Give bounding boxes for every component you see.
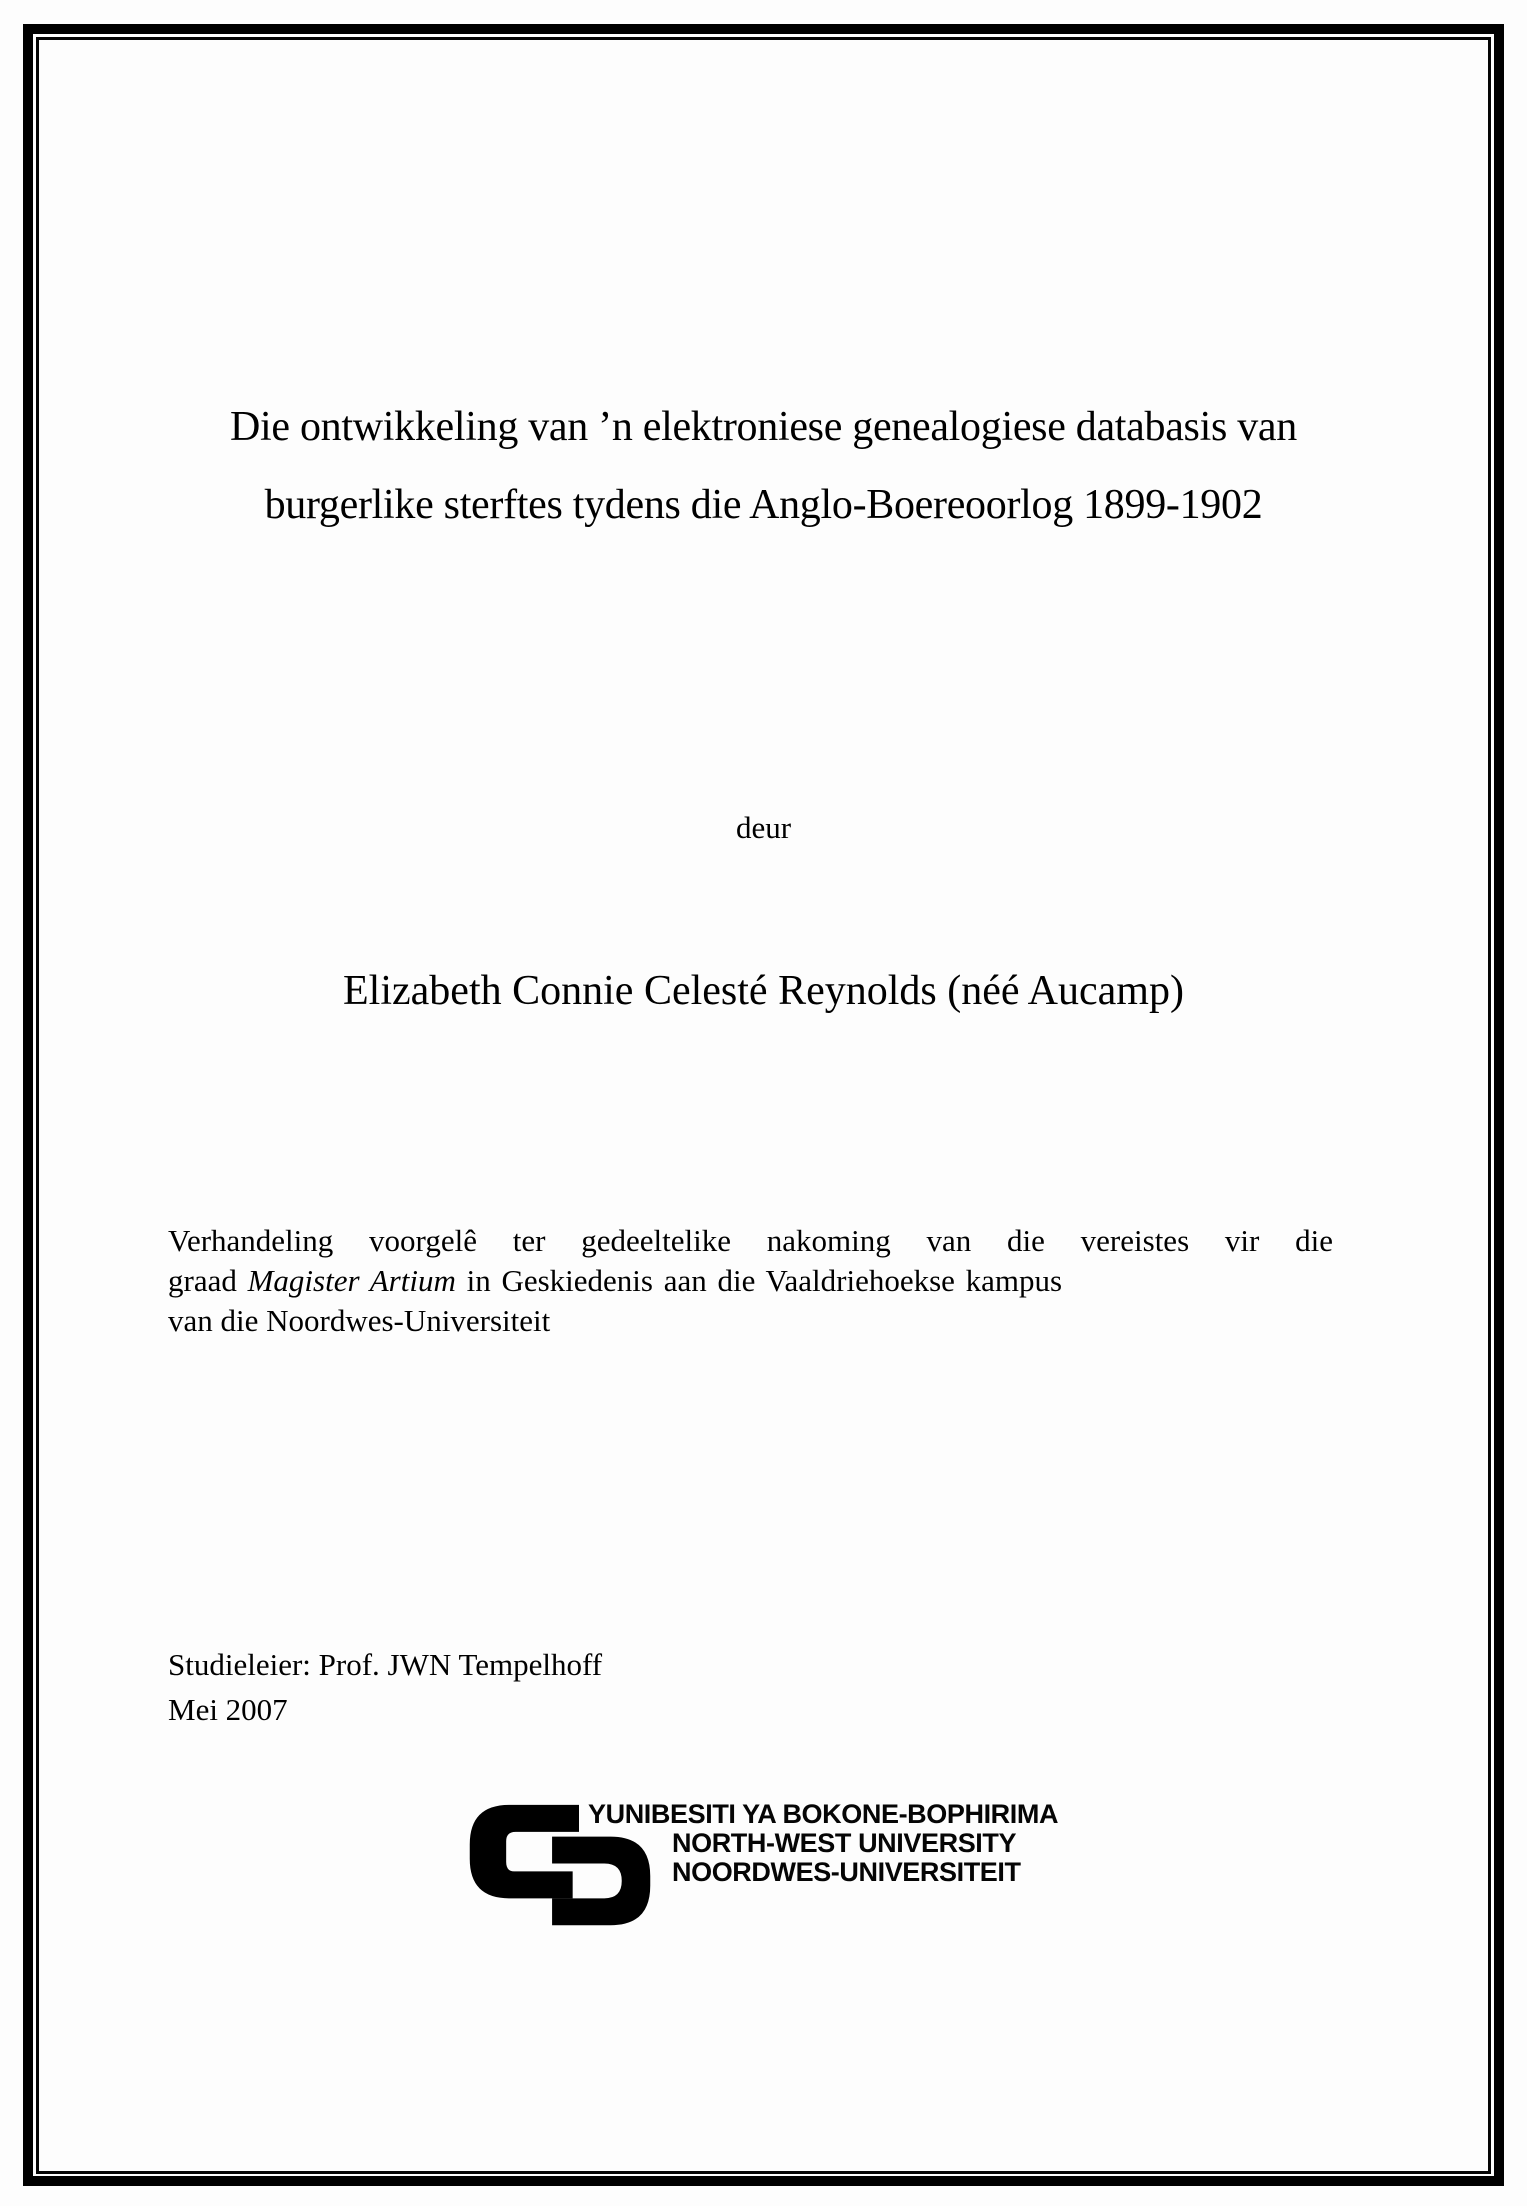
logo-text-setswana: YUNIBESITI YA BOKONE-BOPHIRIMA [588, 1799, 1059, 1829]
byline-label: deur [735, 810, 792, 845]
submission-line1: Verhandeling voorgelê ter gedeeltelike nakoming van die vereistes vir die [168, 1223, 1333, 1258]
submission-line2-post: in Geskiedenis aan die Vaaldriehoekse kampus [455, 1263, 1063, 1298]
supervisor-line: Studieleier: Prof. JWN Tempelhoff [168, 1647, 603, 1682]
university-logo-text [588, 1800, 1148, 1887]
submission-line2 [168, 1261, 1333, 1301]
submission-degree-name: Magister Artium [247, 1263, 456, 1298]
supervisor-block [168, 1642, 1068, 1732]
submission-line3: van die Noordwes-Universiteit [168, 1303, 551, 1338]
submission-statement [168, 1221, 1333, 1341]
thesis-title [97, 388, 1430, 544]
thesis-title-line2: burgerlike sterftes tydens die Anglo-Boereoorlog 1899-1902 [264, 482, 1263, 528]
thesis-title-line1: Die ontwikkeling van ’n elektroniese genealogiese databasis van [230, 404, 1297, 450]
submission-line2-pre: graad [168, 1263, 248, 1298]
logo-text-afrikaans: NOORDWES-UNIVERSITEIT [672, 1857, 1021, 1887]
date-line: Mei 2007 [168, 1692, 288, 1727]
logo-text-english: NORTH-WEST UNIVERSITY [672, 1828, 1017, 1858]
author-name: Elizabeth Connie Celesté Reynolds (néé Aucamp) [343, 968, 1184, 1014]
